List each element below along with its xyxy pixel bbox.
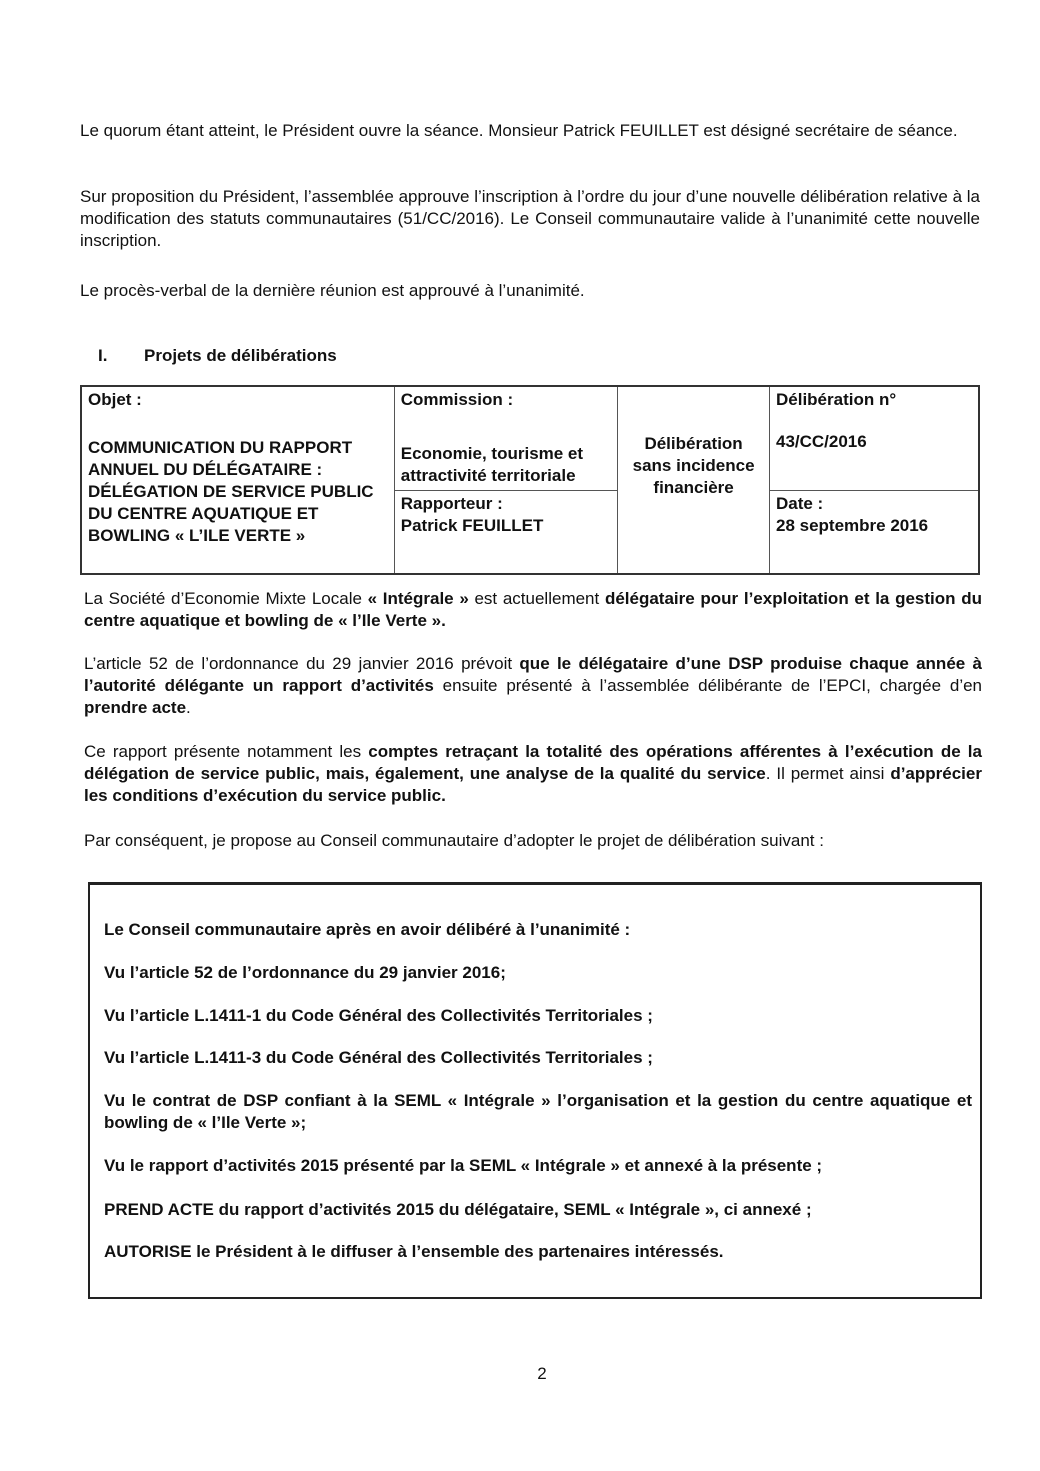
body-p3-text-a: Ce rapport présente notamment les [84, 742, 369, 761]
body-p1-bold-d: délégataire pour l’exploitation et la gestion du centre aquatique et bowling de « l’Ile Verte ». [84, 589, 982, 630]
intro-paragraph-quorum: Le quorum étant atteint, le Président ouvre la séance. Monsieur Patrick FEUILLET est désigné secrétaire de séance. [80, 121, 958, 140]
date-cell [769, 490, 979, 574]
rapporteur-cell [394, 490, 617, 574]
decision-line-preamble: Le Conseil communautaire après en avoir délibéré à l’unanimité : [104, 920, 631, 939]
deliberation-number-cell [769, 386, 979, 490]
body-p2-text-c: ensuite présenté à l’assemblée délibérante de l’EPCI, chargée d’en [433, 676, 983, 695]
body-paragraph-seml [84, 588, 982, 632]
body-p2-bold-d: prendre acte [84, 698, 187, 717]
financial-note-cell [618, 386, 770, 574]
date-label: Date : [775, 493, 824, 513]
decision-line-autorise: AUTORISE le Président à le diffuser à l’ensemble des partenaires intéressés. [104, 1242, 724, 1261]
body-p2-text-a: L’article 52 de l’ordonnance du 29 janvier 2016 prévoit [84, 654, 520, 673]
deliberation-number: 43/CC/2016 [775, 432, 867, 451]
body-p2-bold-b: que le délégataire d’une DSP produise chaque année à l’autorité délégante un rapport d’activités [84, 654, 982, 695]
body-p1-text-c: est actuellement [468, 589, 605, 608]
section-title: Projets de délibérations [144, 346, 337, 365]
intro-paragraph-proces-verbal: Le procès-verbal de la dernière réunion est approuvé à l’unanimité. [80, 281, 585, 300]
decision-line-vu-article-52: Vu l’article 52 de l’ordonnance du 29 janvier 2016; [104, 963, 506, 982]
section-heading [98, 345, 337, 367]
decision-line-prend-acte: PREND ACTE du rapport d’activités 2015 du délégataire, SEML « Intégrale », ci annexé ; [104, 1200, 812, 1219]
rapporteur-label: Rapporteur : [400, 493, 503, 513]
decision-line-vu-l1411-1: Vu l’article L.1411-1 du Code Général des Collectivités Territoriales ; [104, 1006, 653, 1025]
deliberation-number-label: Délibération n° [775, 390, 897, 409]
body-p1-bold-b: « Intégrale » [367, 589, 469, 608]
body-p1-text-a: La Société d’Economie Mixte Locale [84, 589, 368, 608]
commission-cell [394, 386, 617, 490]
decision-line-vu-contrat-dsp: Vu le contrat de DSP confiant à la SEML « Intégrale » l’organisation et la gestion du centre aquatique et bowling de « l’Ile Verte »; [104, 1091, 972, 1132]
objet-text: COMMUNICATION DU RAPPORT ANNUEL DU DÉLÉGATAIRE : DÉLÉGATION DE SERVICE PUBLIC DU CENTRE AQUATIQUE ET BOWLING « L’ILE VERTE » [88, 438, 374, 545]
body-paragraph-article-52 [84, 653, 982, 719]
intro-paragraph-proposition: Sur proposition du Président, l’assemblée approuve l’inscription à l’ordre du jour d’une nouvelle délibération relative à la modification des statuts communautaires (51/CC/2016). Le Conseil communautaire valide à l’unanimité cette nouvelle inscription. [80, 187, 980, 250]
decision-line-vu-rapport: Vu le rapport d’activités 2015 présenté par la SEML « Intégrale » et annexé à la présente ; [104, 1156, 823, 1175]
page-number: 2 [537, 1364, 547, 1383]
body-p2-text-e: . [186, 698, 191, 717]
body-p3-bold-d: d’apprécier les conditions d’exécution du service public. [84, 764, 982, 805]
deliberation-decision-box [88, 882, 982, 1299]
body-p3-text-c: . Il permet ainsi [765, 764, 891, 783]
body-paragraph-rapport [84, 741, 982, 807]
rapporteur-name: Patrick FEUILLET [400, 515, 544, 535]
objet-label: Objet : [88, 390, 142, 409]
body-paragraph-proposition: Par conséquent, je propose au Conseil communautaire d’adopter le projet de délibération suivant : [84, 831, 824, 850]
commission-text: Economie, tourisme et attractivité territoriale [400, 444, 584, 485]
financial-note: Délibération sans incidence financière [632, 434, 755, 497]
date-value: 28 septembre 2016 [775, 515, 929, 535]
commission-label: Commission : [400, 390, 514, 409]
section-number: I. [98, 346, 108, 365]
decision-line-vu-l1411-3: Vu l’article L.1411-3 du Code Général des Collectivités Territoriales ; [104, 1048, 653, 1067]
body-p3-bold-b: comptes retraçant la totalité des opérations afférentes à l’exécution de la délégation de service public, mais, également, une analyse de la qualité du service [84, 742, 982, 783]
objet-cell [81, 386, 394, 574]
deliberation-info-table [80, 385, 980, 575]
